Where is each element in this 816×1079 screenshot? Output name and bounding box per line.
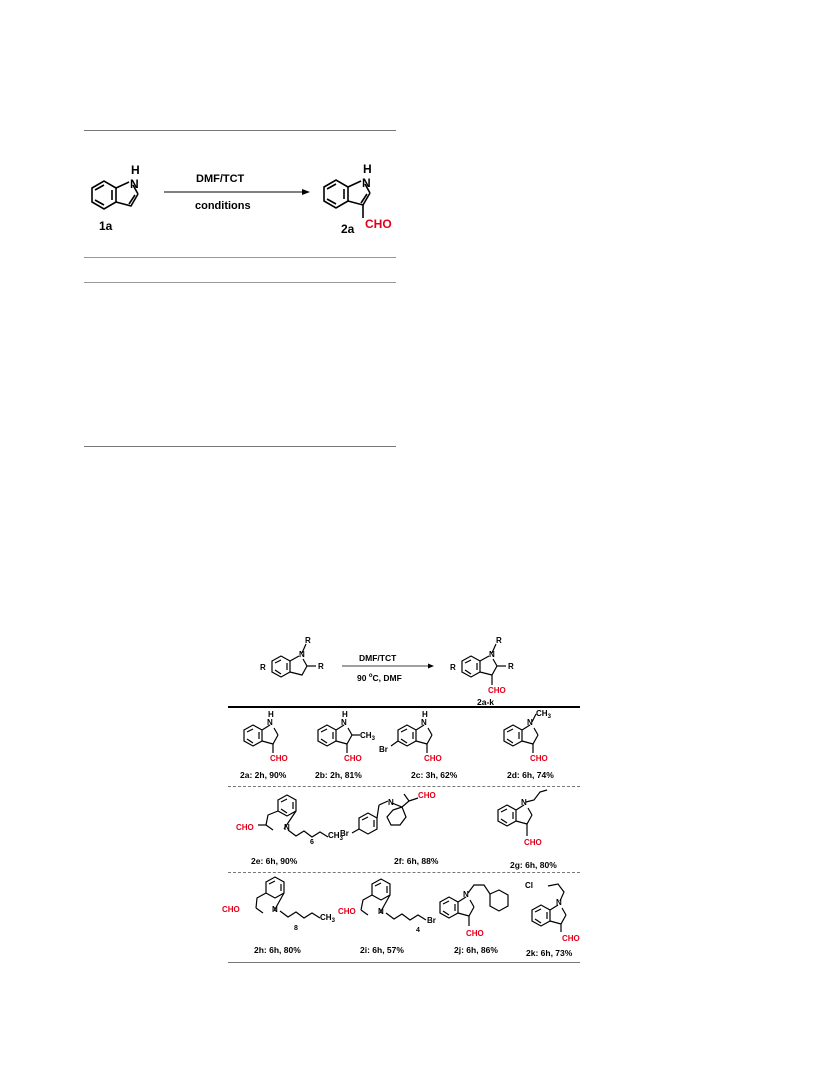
row1-structures <box>228 708 580 768</box>
svg-text:CHO: CHO <box>530 754 548 763</box>
row-divider-2 <box>228 872 580 873</box>
svg-text:CHO: CHO <box>562 934 580 943</box>
svg-text:R: R <box>496 636 502 645</box>
svg-text:N: N <box>284 823 290 832</box>
svg-text:CH3: $CH_3$ <box>536 709 551 720</box>
svg-text:6: 6 <box>310 839 314 846</box>
compound-2h-label: 2h: 6h, 80% <box>254 945 301 955</box>
svg-text:Cl: Cl <box>525 881 533 890</box>
compound-2i-label: 2i: 6h, 57% <box>360 945 404 955</box>
compound-2c-label: 2c: 3h, 62% <box>411 770 458 780</box>
reactant-label: 1a <box>99 219 113 233</box>
svg-text:N: N <box>299 650 305 659</box>
compound-2g-label: 2g: 6h, 80% <box>510 860 557 870</box>
svg-text:CH3: $CH_3$ <box>320 913 335 924</box>
n-atom: N <box>362 176 371 190</box>
svg-text:CHO: CHO <box>270 754 288 763</box>
scheme2-conditions: 90 $^o$C, DMF <box>357 673 402 683</box>
svg-text:CHO: CHO <box>424 754 442 763</box>
compound-2d-label: 2d: 6h, 74% <box>507 770 554 780</box>
compound-2e-label: 2e: 6h, 90% <box>251 856 298 866</box>
svg-text:N: N <box>378 907 384 916</box>
svg-text:R: R <box>450 663 456 672</box>
svg-text:CH3: $CH_3$ <box>360 731 375 742</box>
scheme2-bottom-rule <box>228 962 580 963</box>
scheme1-conditions: conditions <box>195 200 251 212</box>
row2-structures <box>228 788 580 854</box>
svg-text:Br: Br <box>427 916 436 925</box>
svg-text:CHO: CHO <box>338 907 356 916</box>
row-divider-1 <box>228 786 580 787</box>
scheme1-mid-rule <box>84 257 396 258</box>
svg-text:R: R <box>260 663 266 672</box>
svg-text:4: 4 <box>416 927 420 934</box>
scheme1-top-rule <box>84 130 396 131</box>
scheme1-bottom-rule <box>84 446 396 447</box>
compound-2f-label: 2f: 6h, 88% <box>394 856 439 866</box>
svg-text:N: N <box>556 898 562 907</box>
svg-text:CHO: CHO <box>466 929 484 938</box>
row3-structures <box>222 874 580 944</box>
svg-text:N: N <box>272 905 278 914</box>
svg-text:CHO: CHO <box>344 754 362 763</box>
svg-text:H: H <box>422 710 428 719</box>
svg-text:CHO: CHO <box>488 686 506 695</box>
svg-text:N: N <box>341 718 347 727</box>
h-atom: H <box>363 162 372 176</box>
scheme2-reagent: DMF/TCT <box>359 653 397 663</box>
svg-text:R: R <box>508 662 514 671</box>
product-label: 2a <box>341 222 355 236</box>
scheme2-header <box>250 635 570 710</box>
svg-text:N: N <box>521 798 527 807</box>
svg-text:CHO: CHO <box>236 823 254 832</box>
svg-text:N: N <box>527 718 533 727</box>
svg-text:N: N <box>267 718 273 727</box>
compound-2b-label: 2b: 2h, 81% <box>315 770 362 780</box>
svg-text:N: N <box>489 650 495 659</box>
svg-text:8: 8 <box>294 925 298 932</box>
svg-text:Br: Br <box>379 745 388 754</box>
compound-2j-label: 2j: 6h, 86% <box>454 945 498 955</box>
compound-2a-label: 2a: 2h, 90% <box>240 770 287 780</box>
svg-text:R: R <box>305 636 311 645</box>
svg-text:CHO: CHO <box>524 838 542 847</box>
svg-text:Br: Br <box>340 829 349 838</box>
scheme1-reagent: DMF/TCT <box>196 173 245 185</box>
arrow-head <box>302 189 310 195</box>
svg-text:N: N <box>388 798 394 807</box>
svg-text:N: N <box>421 718 427 727</box>
scheme1-rule-2 <box>84 282 396 283</box>
svg-text:H: H <box>342 710 348 719</box>
h-atom: H <box>131 163 140 177</box>
cho-group: CHO <box>365 217 392 231</box>
scheme2-product-label: 2a-k <box>477 697 495 707</box>
n-atom: N <box>130 177 139 191</box>
svg-text:CHO: CHO <box>222 905 240 914</box>
svg-text:CHO: CHO <box>418 791 436 800</box>
svg-text:R: R <box>318 662 324 671</box>
compound-2k-label: 2k: 6h, 73% <box>526 948 573 958</box>
svg-text:CH3: $CH_3$ <box>328 831 343 842</box>
svg-text:H: H <box>268 710 274 719</box>
svg-text:N: N <box>463 890 469 899</box>
